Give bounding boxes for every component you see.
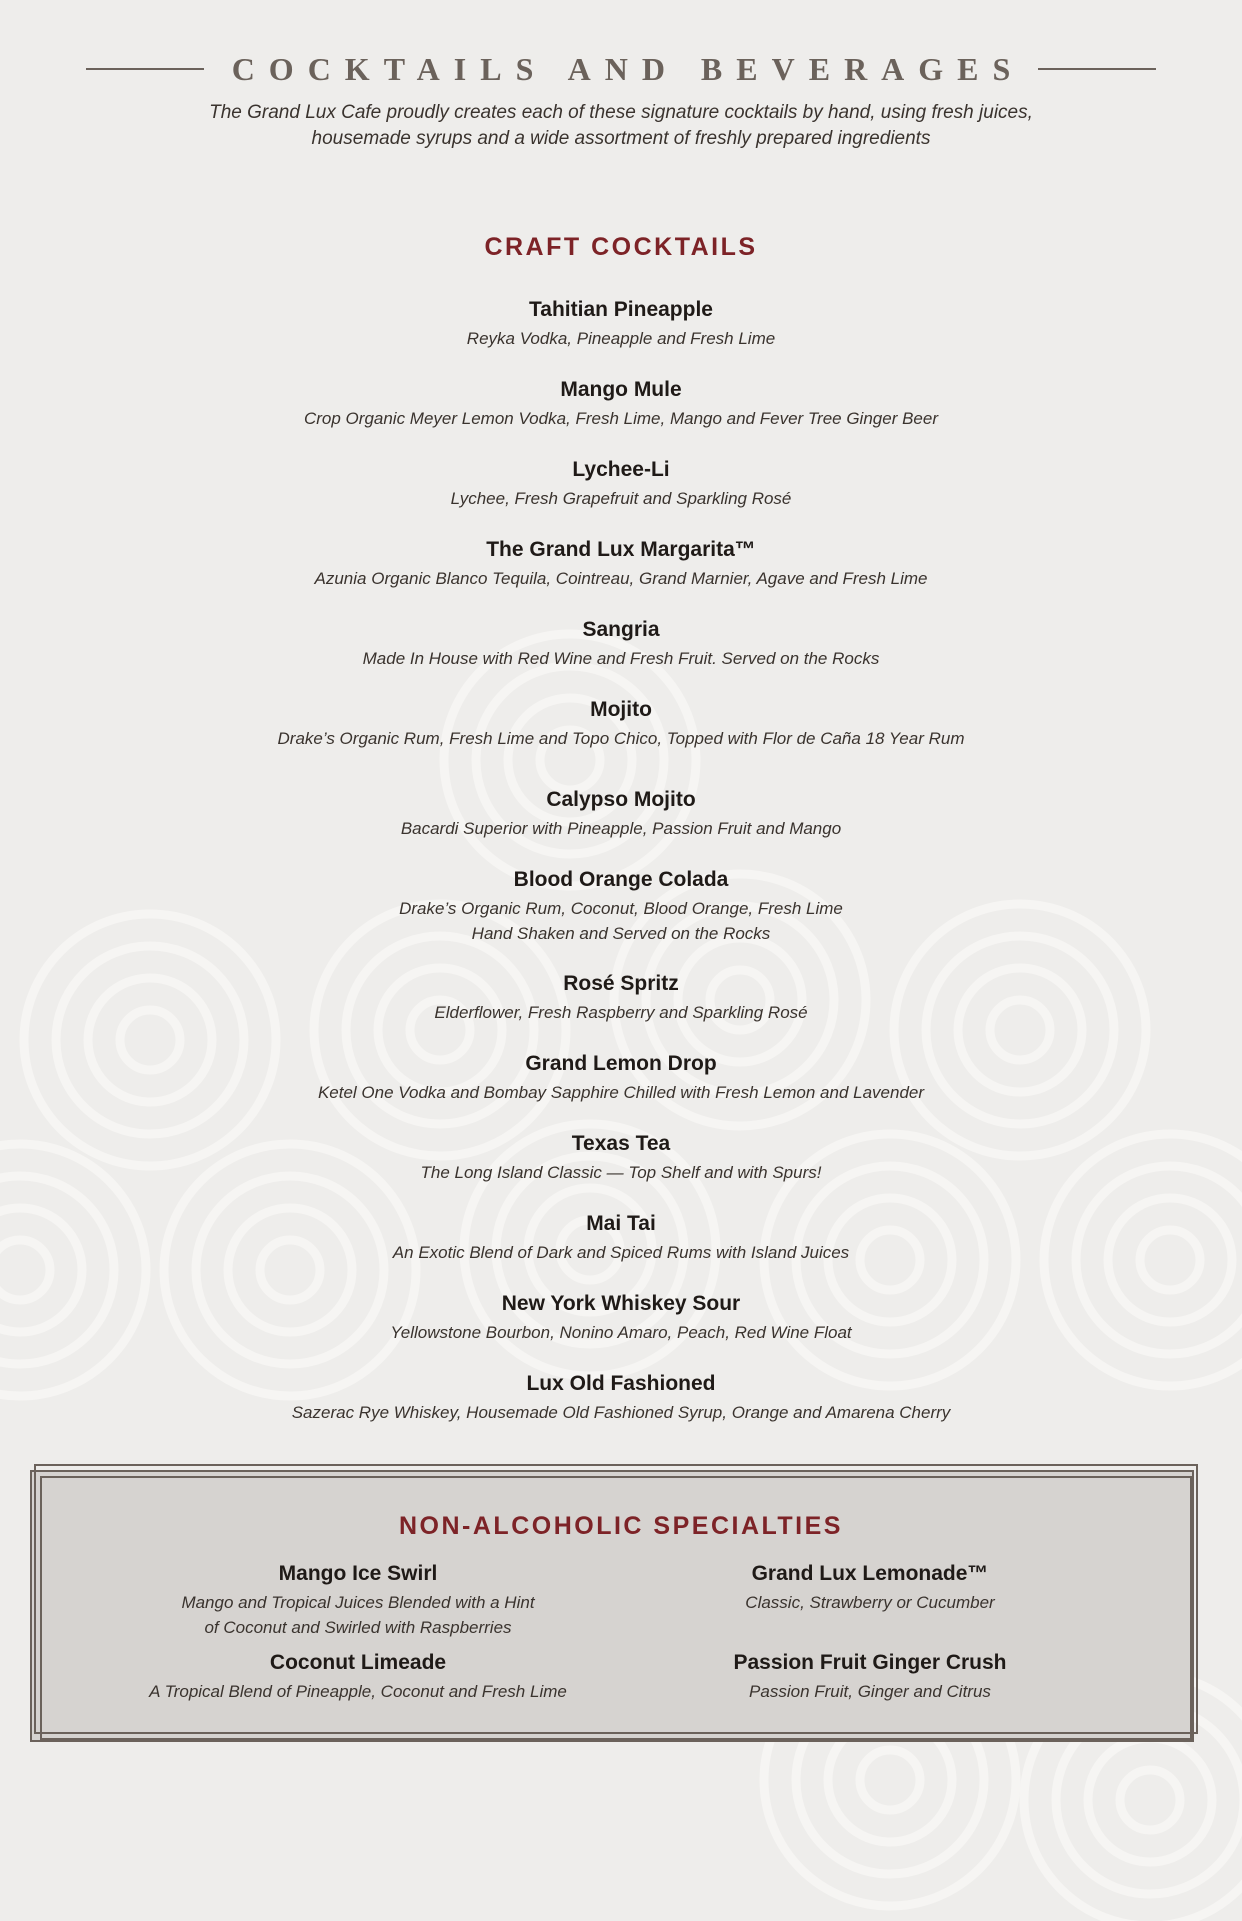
- cocktail-item: [0, 696, 1242, 751]
- craft-cocktails-heading: CRAFT COCKTAILS: [484, 233, 758, 261]
- drink-description: Passion Fruit, Ginger and Citrus: [749, 1682, 991, 1701]
- title-rule-right: [1038, 68, 1156, 70]
- page-title: COCKTAILS AND BEVERAGES: [231, 50, 1025, 87]
- cocktail-name: Mango Mule: [560, 378, 682, 401]
- cocktail-name: Grand Lemon Drop: [525, 1052, 717, 1075]
- drink-description: Mango and Tropical Juices Blended with a Hint: [181, 1593, 535, 1612]
- drink-name: Passion Fruit Ginger Crush: [733, 1651, 1007, 1674]
- cocktail-item: [0, 1130, 1242, 1185]
- cocktail-name: Rosé Spritz: [563, 972, 679, 995]
- cocktail-description: Azunia Organic Blanco Tequila, Cointreau, Grand Marnier, Agave and Fresh Lime: [314, 569, 928, 588]
- cocktail-description: Reyka Vodka, Pineapple and Fresh Lime: [466, 329, 776, 348]
- cocktail-description: The Long Island Classic — Top Shelf and with Spurs!: [420, 1163, 822, 1182]
- cocktail-description: Ketel One Vodka and Bombay Sapphire Chilled with Fresh Lemon and Lavender: [317, 1083, 925, 1102]
- cocktail-name: Tahitian Pineapple: [529, 298, 713, 321]
- cocktail-description: Yellowstone Bourbon, Nonino Amaro, Peach, Red Wine Float: [390, 1323, 852, 1342]
- drink-name: Grand Lux Lemonade™: [751, 1562, 989, 1585]
- drink-description: Classic, Strawberry or Cucumber: [745, 1593, 995, 1612]
- cocktail-description: Crop Organic Meyer Lemon Vodka, Fresh Lime, Mango and Fever Tree Ginger Beer: [303, 409, 938, 428]
- cocktail-description: An Exotic Blend of Dark and Spiced Rums with Island Juices: [392, 1243, 850, 1262]
- cocktail-description: Bacardi Superior with Pineapple, Passion Fruit and Mango: [400, 819, 842, 838]
- cocktail-description: Sazerac Rye Whiskey, Housemade Old Fashioned Syrup, Orange and Amarena Cherry: [291, 1403, 951, 1422]
- cocktail-name: Texas Tea: [571, 1132, 671, 1155]
- drink-name: Mango Ice Swirl: [278, 1562, 438, 1585]
- drink-description-line-2: of Coconut and Swirled with Raspberries: [204, 1618, 512, 1637]
- cocktail-name: New York Whiskey Sour: [501, 1292, 741, 1315]
- non-alcoholic-item: [78, 1560, 638, 1640]
- menu-header: [0, 48, 1242, 152]
- cocktail-item: [0, 616, 1242, 671]
- cocktail-name: Sangria: [582, 618, 660, 641]
- cocktail-name: The Grand Lux Margarita™: [486, 538, 756, 561]
- title-row: [0, 48, 1242, 90]
- non-alcoholic-item: [590, 1560, 1150, 1615]
- cocktail-item: [0, 1050, 1242, 1105]
- cocktail-item: [0, 296, 1242, 351]
- cocktail-name: Blood Orange Colada: [513, 868, 729, 891]
- cocktail-name: Mai Tai: [586, 1212, 656, 1235]
- cocktail-item: [0, 536, 1242, 591]
- non-alcoholic-item: [590, 1649, 1150, 1704]
- cocktail-item: [0, 1290, 1242, 1345]
- intro-line-2: housemade syrups and a wide assortment of freshly prepared ingredients: [311, 128, 931, 149]
- cocktail-item: [0, 1370, 1242, 1425]
- cocktail-item: [0, 456, 1242, 511]
- cocktail-item: [0, 376, 1242, 431]
- cocktail-description: Made In House with Red Wine and Fresh Fruit. Served on the Rocks: [362, 649, 880, 668]
- cocktail-item: [0, 786, 1242, 841]
- non-alcoholic-item: [78, 1649, 638, 1704]
- cocktail-description-line-2: Hand Shaken and Served on the Rocks: [471, 924, 771, 943]
- intro-text: [171, 100, 1071, 152]
- cocktail-description: Drake’s Organic Rum, Fresh Lime and Topo Chico, Topped with Flor de Caña 18 Year Rum: [277, 729, 965, 748]
- cocktail-name: Lux Old Fashioned: [526, 1372, 716, 1395]
- cocktail-description: Drake’s Organic Rum, Coconut, Blood Orange, Fresh Lime: [399, 899, 843, 918]
- non-alcoholic-heading: NON-ALCOHOLIC SPECIALTIES: [399, 1512, 843, 1540]
- cocktail-name: Mojito: [590, 698, 652, 721]
- cocktail-item: [0, 1210, 1242, 1265]
- drink-name: Coconut Limeade: [269, 1651, 447, 1674]
- drink-description: A Tropical Blend of Pineapple, Coconut and Fresh Lime: [149, 1682, 567, 1701]
- title-rule-left: [86, 68, 204, 70]
- cocktail-name: Lychee-Li: [572, 458, 670, 481]
- cocktail-description: Lychee, Fresh Grapefruit and Sparkling Rosé: [450, 489, 792, 508]
- intro-line-1: The Grand Lux Cafe proudly creates each of these signature cocktails by hand, using fresh juices,: [209, 102, 1033, 123]
- cocktail-description: Elderflower, Fresh Raspberry and Sparkling Rosé: [434, 1003, 808, 1022]
- cocktail-item: [0, 970, 1242, 1025]
- cocktail-item: [0, 866, 1242, 946]
- cocktail-name: Calypso Mojito: [546, 788, 696, 811]
